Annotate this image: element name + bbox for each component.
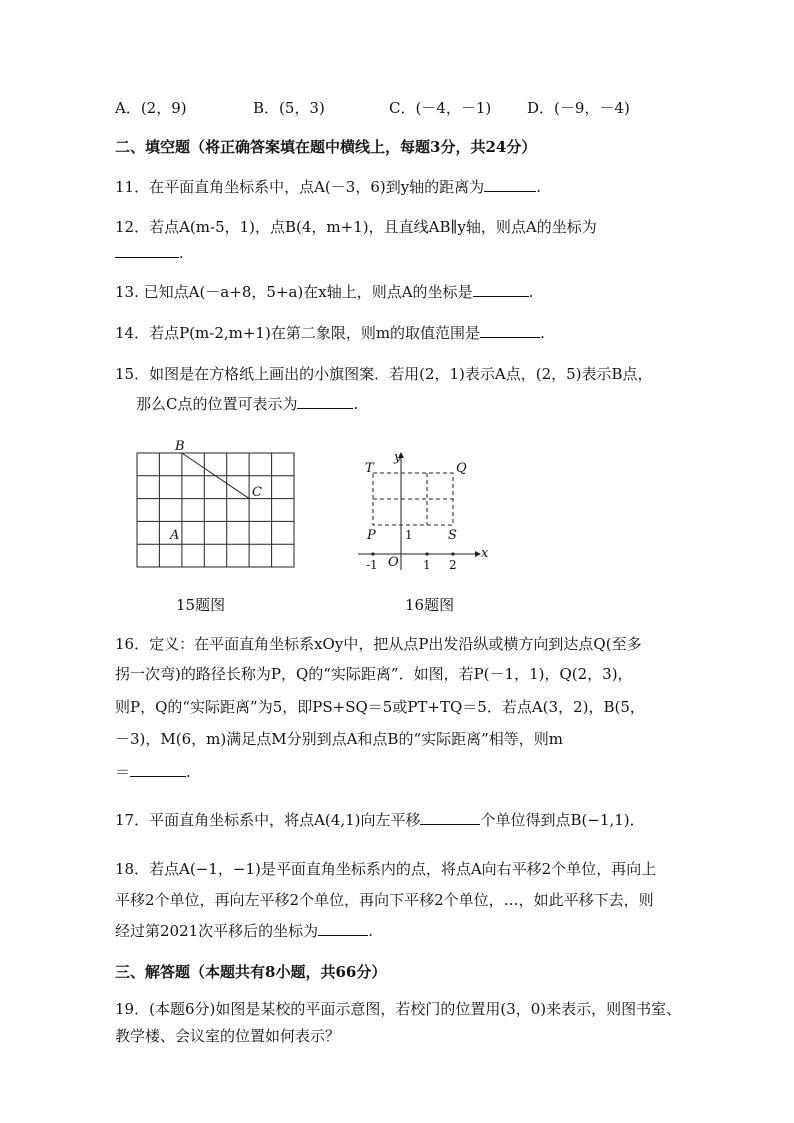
label-x: x xyxy=(481,546,489,561)
answer-blank[interactable] xyxy=(130,762,186,777)
question-13: 13. 已知点A(－a+8，5+a)在x轴上，则点A的坐标是 . xyxy=(115,283,534,301)
option-a: A．(2，9) xyxy=(115,99,187,117)
answer-blank[interactable] xyxy=(480,323,540,338)
question-12: 12．若点A(m-5，1)，点B(4，m+1)，且直线AB∥y轴，则点A的坐标为 xyxy=(115,218,597,236)
question-18-line1: 18．若点A(−1，−1)是平面直角坐标系内的点，将点A向右平移2个单位，再向上 xyxy=(115,860,657,878)
question-18-line2: 平移2个单位，再向左平移2个单位，再向下平移2个单位，…，如此平移下去，则 xyxy=(115,891,654,909)
answer-blank[interactable] xyxy=(484,177,536,192)
figure-15-grid xyxy=(130,436,305,576)
answer-blank[interactable] xyxy=(297,394,353,409)
label-y: y xyxy=(394,450,402,465)
question-12-blank-line: . xyxy=(115,243,184,263)
question-17: 17．平面直角坐标系中，将点A(4,1)向左平移 个单位得到点B(−1,1)． xyxy=(115,811,645,829)
tick-label-1: 1 xyxy=(423,558,431,572)
question-14: 14．若点P(m-2,m+1)在第二象限，则m的取值范围是 . xyxy=(115,324,545,342)
section-heading-answer: 三、解答题（本题共有8小题，共66分） xyxy=(115,963,387,981)
question-11: 11．在平面直角坐标系中，点A(－3，6)到y轴的距离为 . xyxy=(115,178,541,196)
label-t: T xyxy=(365,461,374,476)
question-18-line3: 经过第2021次平移后的坐标为 . xyxy=(115,922,373,940)
figure-15-caption: 15题图 xyxy=(176,596,226,614)
label-b: B xyxy=(175,439,185,454)
tick-label-neg1: -1 xyxy=(366,558,378,572)
tick-label-y1: 1 xyxy=(405,528,413,542)
question-15-line2: 那么C点的位置可表示为 . xyxy=(136,395,359,413)
option-d: D．(－9，－4) xyxy=(527,99,630,117)
question-16-line1: 16．定义：在平面直角坐标系xOy中，把从点P出发沿纵或横方向到达点Q(至多 xyxy=(115,635,642,653)
question-16-line4: －3)，M(6，m)满足点M分别到点A和点B的“实际距离”相等，则m xyxy=(115,730,564,748)
label-q: Q xyxy=(456,461,467,476)
figure-16-caption: 16题图 xyxy=(405,596,455,614)
question-19-line1: 19．(本题6分)如图是某校的平面示意图，若校门的位置用(3，0)来表示，则图书室、 xyxy=(115,1000,682,1018)
question-15-line1: 15．如图是在方格纸上画出的小旗图案．若用(2，1)表示A点，(2，5)表示B点， xyxy=(115,365,653,383)
question-19-line2: 教学楼、会议室的位置如何表示？ xyxy=(115,1027,341,1045)
label-p: P xyxy=(367,528,376,543)
question-16-line2: 拐一次弯)的路径长称为P，Q的“实际距离”．如图，若P(－1，1)，Q(2，3)， xyxy=(115,665,633,683)
option-b: B．(5，3) xyxy=(253,99,325,117)
dashed-rectangle xyxy=(373,473,453,525)
question-16-line3: 则P，Q的“实际距离”为5，即PS+SQ＝5或PT+TQ＝5．若点A(3，2)，B(5， xyxy=(115,698,645,716)
answer-blank[interactable] xyxy=(318,921,368,936)
grid-border xyxy=(137,453,294,567)
answer-blank[interactable] xyxy=(473,282,529,297)
option-c: C．(－4，－1) xyxy=(389,99,492,117)
section-heading-fill-blank: 二、填空题（将正确答案填在题中横线上，每题3分，共24分） xyxy=(115,138,537,156)
label-origin: O xyxy=(388,555,399,570)
answer-blank[interactable] xyxy=(115,243,179,258)
question-14-text: 14．若点P(m-2,m+1)在第二象限，则m的取值范围是 xyxy=(115,324,481,342)
label-a: A xyxy=(170,528,180,543)
answer-blank[interactable] xyxy=(420,810,480,825)
question-16-line5: ＝ . xyxy=(115,763,191,781)
label-c: C xyxy=(252,485,262,500)
figure-16-diagram xyxy=(350,445,500,575)
question-13-text: 13. 已知点A(－a+8，5+a)在x轴上，则点A的坐标是 xyxy=(115,283,473,301)
tick-label-2: 2 xyxy=(449,558,457,572)
question-11-text: 11．在平面直角坐标系中，点A(－3，6)到y轴的距离为 xyxy=(115,178,485,196)
label-s: S xyxy=(448,528,457,543)
